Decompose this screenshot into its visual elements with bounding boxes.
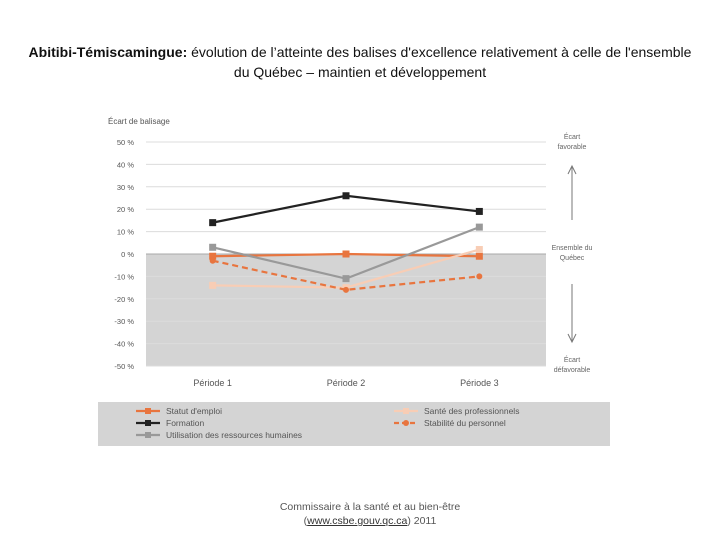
y-tick-label: 40 % — [116, 160, 134, 170]
y-tick-label: -20 % — [114, 294, 134, 304]
chart-title-region: Abitibi-Témiscamingue: — [28, 44, 188, 60]
y-tick-label: -10 % — [114, 272, 134, 282]
series-point-3 — [476, 246, 483, 253]
annotation-defavorable-line1: Écart — [563, 357, 581, 364]
y-tick-label: -30 % — [114, 317, 134, 327]
legend-label: Formation — [166, 418, 205, 428]
legend-label: Utilisation des ressources humaines — [166, 430, 303, 440]
footer-paren-open: ( — [303, 515, 308, 527]
series-point-0 — [476, 253, 483, 260]
y-tick-label: 20 % — [116, 205, 134, 215]
series-point-4 — [343, 287, 349, 293]
legend-label: Statut d'emploi — [166, 406, 222, 416]
footer-line2 — [230, 514, 510, 528]
y-tick-label: -50 % — [114, 362, 134, 371]
series-point-4 — [210, 258, 216, 264]
line-chart — [98, 108, 610, 446]
y-tick-label: 10 % — [116, 227, 134, 237]
x-tick-label: Période 2 — [326, 378, 366, 388]
series-point-1 — [343, 192, 350, 199]
negative-band — [146, 254, 546, 366]
y-tick-label: -40 % — [114, 339, 134, 349]
footer-link[interactable]: www.csbe.gouv.qc.ca — [307, 515, 408, 527]
series-point-1 — [476, 208, 483, 215]
legend-label: Santé des professionnels — [424, 406, 520, 416]
annotation-quebec-line2: Québec — [559, 255, 585, 262]
chart-title-text: évolution de l’atteinte des balises d'excellence relativement à celle de l'ensemble du Québec – maintien et développement — [187, 44, 692, 80]
legend-marker — [145, 408, 151, 414]
y-tick-label: 30 % — [116, 182, 134, 192]
chart-title — [20, 42, 700, 82]
series-point-2 — [476, 224, 483, 231]
legend-marker — [145, 432, 151, 438]
x-tick-label: Période 3 — [460, 378, 499, 388]
series-point-2 — [209, 244, 216, 251]
x-tick-label: Période 1 — [193, 378, 232, 388]
y-tick-label: 50 % — [116, 138, 134, 147]
y-tick-label: 0 % — [121, 250, 134, 259]
annotation-quebec-line1: Ensemble du — [551, 245, 593, 252]
footer-line1: Commissaire à la santé et au bien-être — [279, 501, 461, 513]
series-point-1 — [209, 219, 216, 226]
chart-container — [98, 108, 610, 446]
series-point-2 — [343, 275, 350, 282]
annotation-defavorable-line2: défavorable — [553, 367, 591, 374]
footer-paren-close: ) 2011 — [407, 515, 437, 527]
legend-marker — [403, 420, 409, 426]
y-axis-label: Écart de balisage — [108, 117, 170, 126]
annotation-favorable-line2: favorable — [557, 144, 587, 151]
series-point-3 — [209, 282, 216, 289]
legend-label: Stabilité du personnel — [424, 418, 506, 428]
footer-credit — [230, 500, 510, 528]
series-point-4 — [476, 273, 482, 279]
legend-marker — [403, 408, 409, 414]
legend-marker — [145, 420, 151, 426]
annotation-favorable-line1: Écart — [563, 134, 581, 141]
series-point-0 — [343, 251, 350, 258]
